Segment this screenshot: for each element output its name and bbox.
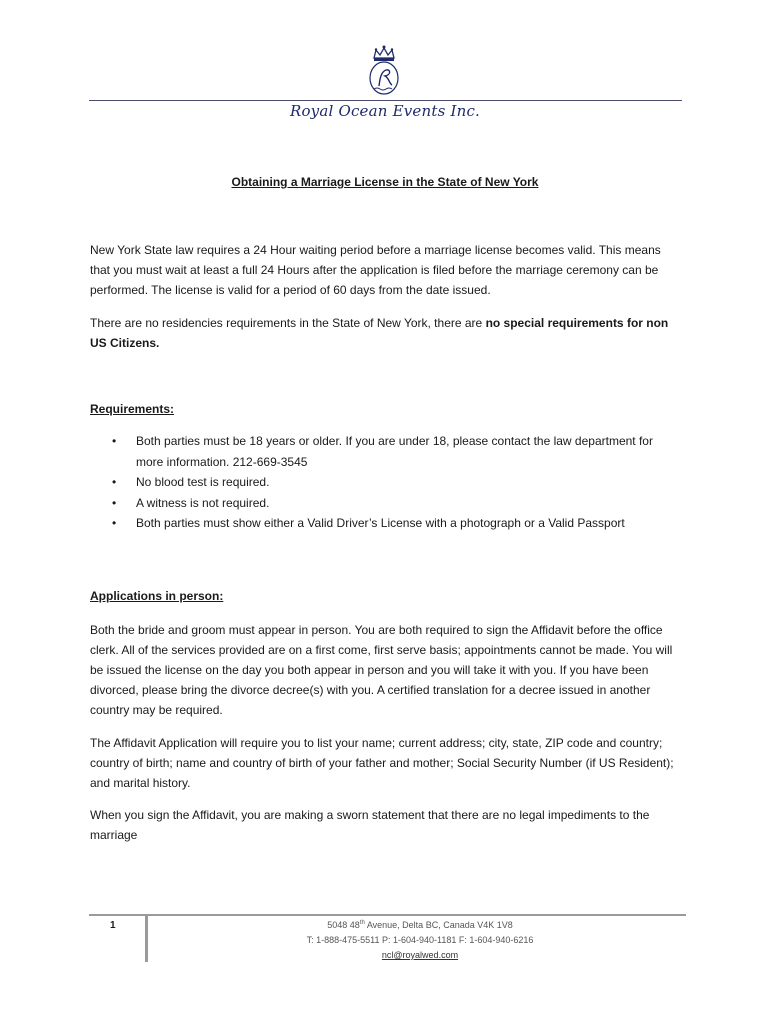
crown-crest-icon (364, 44, 404, 98)
residency-paragraph (90, 313, 680, 353)
residency-bold-text: no special requirements for non US Citizens. (90, 316, 669, 350)
address-street: Avenue, Delta BC, Canada V4K 1V8 (364, 920, 513, 930)
footer-address (150, 918, 690, 933)
list-item (90, 493, 680, 514)
footer-divider (89, 914, 686, 916)
address-suffix: th (359, 920, 365, 926)
footer-email-line (150, 948, 690, 963)
page-title: Obtaining a Marriage License in the State of New York (231, 175, 539, 189)
list-item-text: Both parties must be 18 years or older. If you are under 18, please contact the law department for more information. 212-669-3545 (136, 434, 653, 469)
list-item (90, 513, 680, 534)
requirements-list (90, 431, 680, 534)
header-divider (89, 100, 682, 101)
footer-vertical-divider (145, 916, 148, 962)
list-item (90, 472, 680, 493)
requirements-heading: Requirements: (90, 402, 175, 416)
intro-paragraph: New York State law requires a 24 Hour waiting period before a marriage license becomes valid. This means that you must wait at least a full 24 Hours after the application is filed before the marriage ceremony can be performed. The license is valid for a period of 60 days from the date issued. (90, 243, 661, 297)
list-item-text: Both parties must show either a Valid Driver’s License with a photograph or a Valid Passport (136, 516, 625, 530)
bullet-icon: • (112, 495, 117, 510)
applications-heading: Applications in person: (90, 589, 224, 603)
bullet-icon: • (112, 475, 117, 489)
applications-paragraph-3: When you sign the Affidavit, you are making a sworn statement that there are no legal impediments to the marriage (90, 808, 650, 842)
residency-text: There are no residencies requirements in the State of New York, there are (90, 316, 486, 330)
list-item (90, 431, 680, 472)
address-number: 5048 48 (327, 920, 360, 930)
footer-phones: T: 1-888-475-5511 P: 1-604-940-1181 F: 1-604-940-6216 (306, 935, 534, 945)
applications-paragraph-1: Both the bride and groom must appear in person. You are both required to sign the Affidavit before the office clerk. All of the services provided are on a first come, first serve basis; appointments cannot be made. You will be issued the license on the day you both appear in person and you will take it with you. If you have been divorced, please bring the divorce decree(s) with you. A certified translation for a decree issued in another country may be required. (90, 623, 673, 717)
company-name: Royal Ocean Events Inc. (289, 102, 481, 120)
email-link[interactable]: ncl@royalwed.com (381, 950, 459, 960)
list-item-text: No blood test is required. (136, 475, 270, 489)
page-number: 1 (110, 920, 116, 931)
list-item-text: A witness is not required. (136, 495, 270, 510)
applications-paragraph-2: The Affidavit Application will require you to list your name; current address; city, state, ZIP code and country; country of birth; name and country of birth of your father and mother; Social Security Number (if US Resident); and marital history. (90, 736, 674, 790)
bullet-icon: • (112, 434, 117, 448)
bullet-icon: • (112, 516, 117, 530)
